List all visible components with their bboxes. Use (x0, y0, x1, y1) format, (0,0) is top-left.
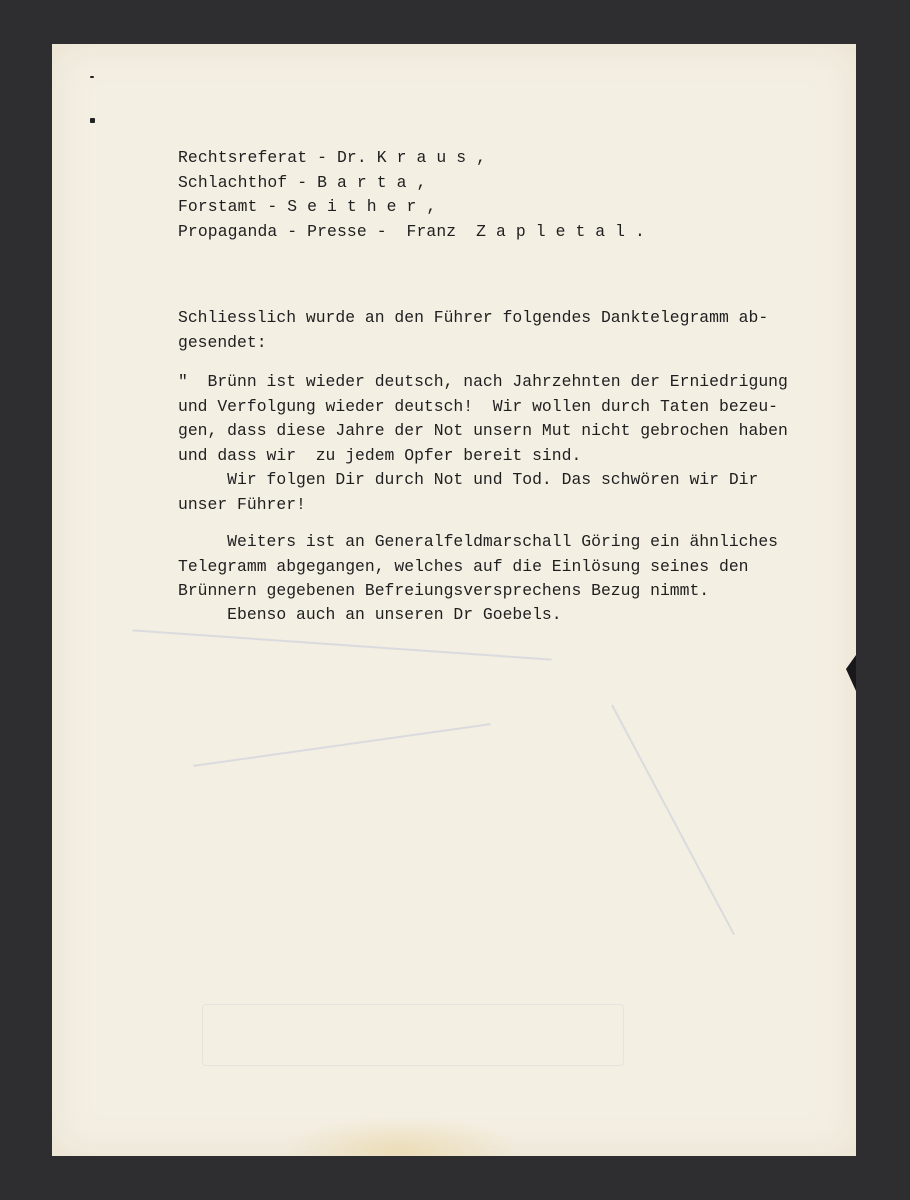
punch-mark (90, 76, 94, 78)
closing-paragraph (178, 603, 838, 628)
further-paragraph (178, 530, 838, 604)
oath-paragraph (178, 468, 838, 517)
paper-stain (282, 1116, 522, 1156)
text-line: und dass wir zu jedem Opfer bereit sind. (178, 445, 582, 465)
telegram-paragraph (178, 370, 838, 468)
text-line: Ebenso auch an unseren Dr Goebels. (178, 605, 562, 624)
text-line: und Verfolgung wieder deutsch! Wir wollen durch Taten bezeu- (178, 396, 778, 416)
document-page (52, 44, 856, 1156)
text-line: Telegramm abgegangen, welches auf die Einlösung seines den (178, 556, 749, 576)
text-line: unser Führer! (178, 494, 306, 514)
ink-bleed-line (611, 705, 735, 936)
list-line: Rechtsreferat - Dr. K r a u s , (178, 148, 487, 167)
punch-mark (90, 118, 95, 123)
list-line: Propaganda - Presse - Franz Z a p l e t a l . (178, 222, 645, 241)
list-line: Forstamt - S e i t h e r , (178, 197, 437, 216)
text-line: gesendet: (178, 332, 267, 352)
list-line: Schlachthof - B a r t a , (178, 173, 427, 192)
text-line: " Brünn ist wieder deutsch, nach Jahrzehnten der Erniedrigung (178, 372, 788, 391)
ink-bleed-box (202, 1004, 624, 1066)
text-line: Wir folgen Dir durch Not und Tod. Das schwören wir Dir (178, 470, 759, 489)
ink-bleed-line (193, 723, 490, 767)
text-line: Brünnern gegebenen Befreiungsversprechens Bezug nimmt. (178, 581, 710, 600)
text-line: gen, dass diese Jahre der Not unsern Mut nicht gebrochen haben (178, 421, 788, 440)
text-line: Schliesslich wurde an den Führer folgendes Danktelegramm ab- (178, 308, 769, 327)
ink-bleed-line (132, 629, 551, 660)
intro-paragraph (178, 306, 838, 355)
torn-edge (846, 655, 856, 691)
text-line: Weiters ist an Generalfeldmarschall Göring ein ähnliches (178, 532, 778, 551)
